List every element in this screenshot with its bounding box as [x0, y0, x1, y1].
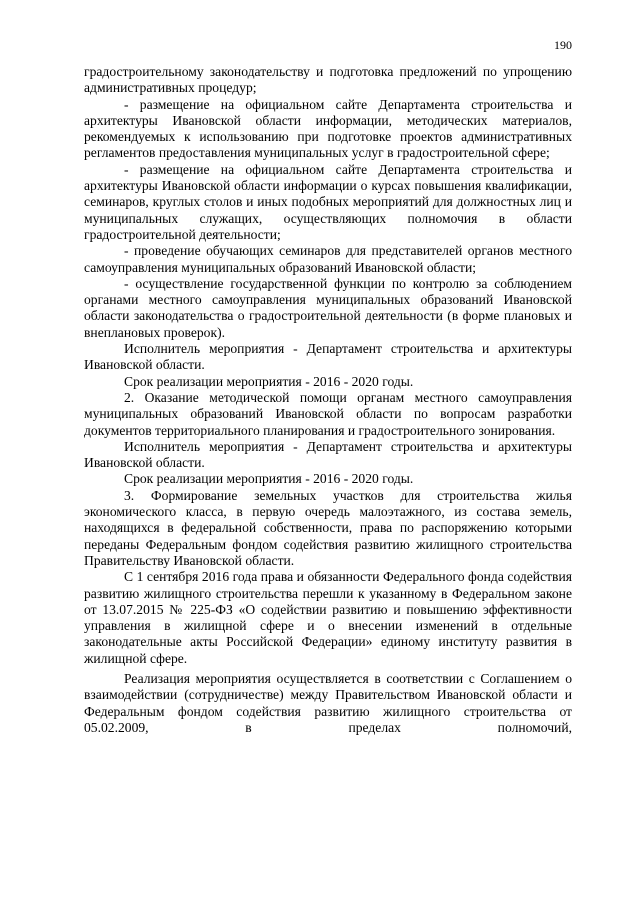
paragraph-item-2: 2. Оказание методической помощи органам местного самоуправления муниципальных образований Ивановской области по вопросам разработки документов территориального планирования и градостроительного зонирования.	[84, 389, 572, 438]
paragraph-executor-2: Исполнитель мероприятия - Департамент строительства и архитектуры Ивановской области.	[84, 438, 572, 471]
paragraph-continuation: градостроительному законодательству и подготовка предложений по упрощению административных процедур;	[84, 64, 572, 96]
paragraph-bullet-2: - размещение на официальном сайте Департамента строительства и архитектуры Ивановской области информации о курсах повышения квалификации, семинаров, круглых столов и иных подобных мероприятий для должностных лиц и муниципальных служащих, осуществляющих полномочия в области градостроительной деятельности;	[84, 161, 572, 242]
page-number: 190	[554, 38, 572, 52]
paragraph-bullet-3: - проведение обучающих семинаров для представителей органов местного самоуправления муниципальных образований Ивановской области;	[84, 243, 572, 275]
paragraph-bullet-1: - размещение на официальном сайте Департамента строительства и архитектуры Ивановской области информации, методических материалов, рекомендуемых к использованию при подготовке проектов административных регламентов предоставления муниципальных услуг в градостроительной сфере;	[84, 96, 572, 161]
paragraph-term-1: Срок реализации мероприятия - 2016 - 2020 годы.	[124, 373, 414, 389]
paragraph-implementation: Реализация мероприятия осуществляется в соответствии с Соглашением о взаимодействии (сотрудничестве) между Правительством Ивановской области и Федеральным фондом содействия развитию жилищного строительства от 05.02.2009, в пределах полномочий,	[84, 670, 572, 735]
paragraph-term-2: Срок реализации мероприятия - 2016 - 2020 годы.	[124, 471, 414, 487]
paragraph-fund-transfer: С 1 сентября 2016 года права и обязанности Федерального фонда содействия развитию жилищного строительства перешли к указанному в Федеральном законе от 13.07.2015 № 225-ФЗ «О содействии развитию и повышению эффективности управления в жилищной сфере и о внесении изменений в отдельные законодательные акты Российской Федерации» единому институту развития в жилищной сфере.	[84, 569, 572, 666]
paragraph-executor-1: Исполнитель мероприятия - Департамент строительства и архитектуры Ивановской области.	[84, 341, 572, 373]
document-body	[84, 64, 572, 736]
paragraph-bullet-4: - осуществление государственной функции по контролю за соблюдением органами местного самоуправления муниципальных образований Ивановской области законодательства о градостроительной деятельности (в форме плановых и внеплановых проверок).	[84, 275, 572, 340]
paragraph-item-3: 3. Формирование земельных участков для строительства жилья экономического класса, в первую очередь малоэтажного, из состава земель, находящихся в федеральной собственности, права по распоряжению которыми переданы Федеральным фондом содействия развитию жилищного строительства Правительству Ивановской области.	[84, 487, 572, 568]
